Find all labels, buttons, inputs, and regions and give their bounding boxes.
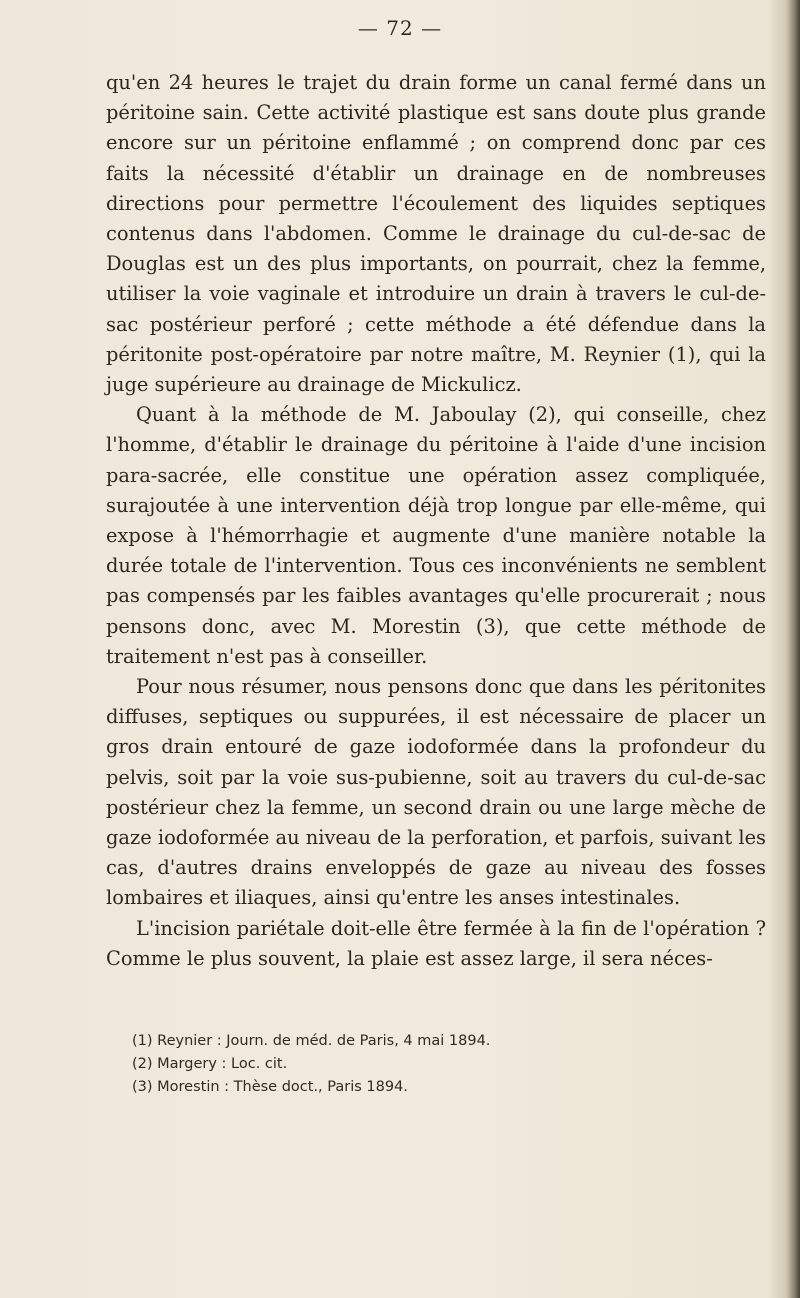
body-text <box>106 68 766 974</box>
footnotes <box>106 1030 766 1099</box>
page-number: — 72 — <box>357 16 443 40</box>
footnote-1: (1) Reynier : Journ. de méd. de Paris, 4 mai 1894. <box>132 1033 491 1049</box>
footnote-3: (3) Morestin : Thèse doct., Paris 1894. <box>132 1079 408 1095</box>
paragraph-3: Pour nous résumer, nous pensons donc que dans les péritonites diffuses, septiques ou suppurées, il est nécessaire de placer un gros drain entouré de gaze iodoformée dans la profondeur du pelvis, soit par la voie sus-pubienne, soit au travers du cul-de-sac postérieur chez la femme, un second drain ou une large mèche de gaze iodoformée au niveau de la perforation, et parfois, suivant les cas, d'autres drains enveloppés de gaze au niveau des fosses lombaires et iliaques, ainsi qu'entre les anses intestinales. <box>106 675 766 910</box>
footnote-2: (2) Margery : Loc. cit. <box>132 1056 288 1072</box>
paragraph-2: Quant à la méthode de M. Jaboulay (2), qui conseille, chez l'homme, d'établir le drainage du péritoine à l'aide d'une incision para-sacrée, elle constitue une opération assez compliquée, surajoutée à une intervention déjà trop longue par elle-même, qui expose à l'hémorrhagie et augmente d'une manière notable la durée totale de l'intervention. Tous ces inconvénients ne semblent pas compensés par les faibles avantages qu'elle procurerait ; nous pensons donc, avec M. Morestin (3), que cette méthode de traitement n'est pas à conseiller. <box>106 403 766 668</box>
paragraph-4: L'incision pariétale doit-elle être fermée à la fin de l'opération ? Comme le plus souvent, la plaie est assez large, il sera néces- <box>106 916 766 970</box>
paragraph-1: qu'en 24 heures le trajet du drain forme un canal fermé dans un péritoine sain. Cette activité plastique est sans doute plus grande encore sur un péritoine enflammé ; on comprend donc par ces faits la nécessité d'établir un drainage en de nombreuses directions pour permettre l'écoulement des liquides septiques contenus dans l'abdomen. Comme le drainage du cul-de-sac de Douglas est un des plus importants, on pourrait, chez la femme, utiliser la voie vaginale et introduire un drain à travers le cul-de-sac postérieur perforé ; cette méthode a été défendue dans la péritonite post-opératoire par notre maître, M. Reynier (1), qui la juge supérieure au drainage de Mickulicz. <box>106 71 766 397</box>
page-edge-shadow <box>786 0 800 1298</box>
